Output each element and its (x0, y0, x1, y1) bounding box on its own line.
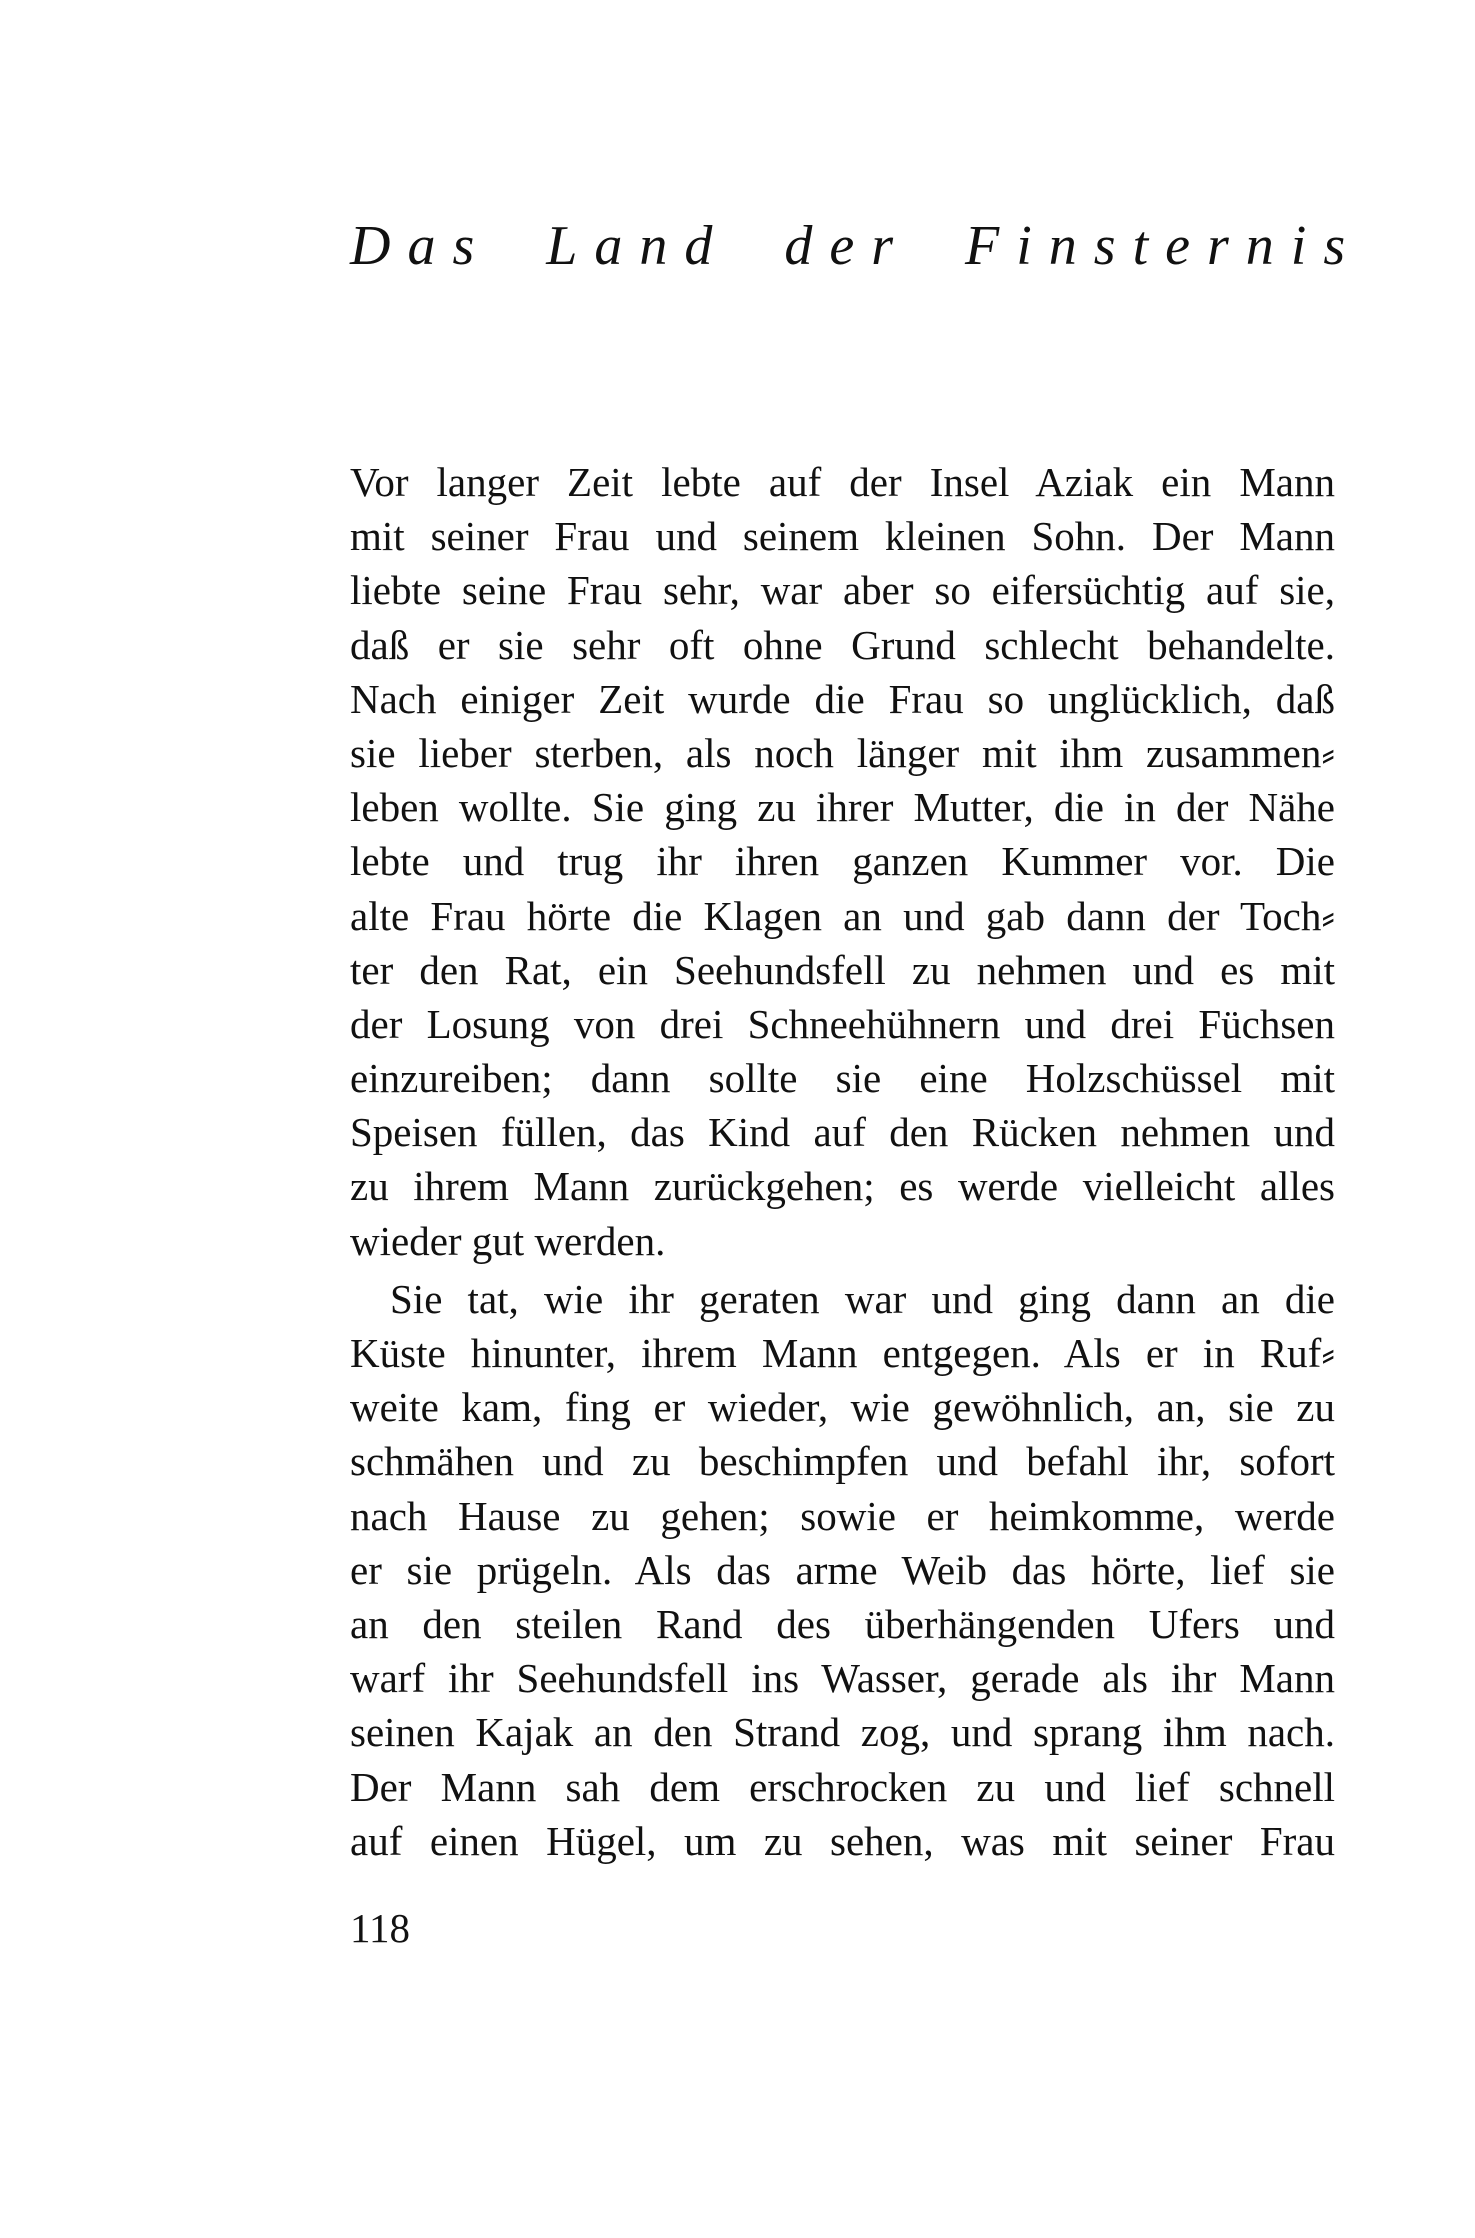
text-line: mit seiner Frau und seinem kleinen Sohn. Der Mann (350, 513, 1335, 560)
text-line: wieder gut werden. (350, 1217, 666, 1264)
text-line: schmähen und zu beschimpfen und befahl ihr, sofort (350, 1438, 1335, 1485)
text-line: nach Hause zu gehen; sowie er heimkomme, werde (350, 1492, 1335, 1539)
text-line: Der Mann sah dem erschrocken zu und lief schnell (350, 1763, 1335, 1810)
text-line: Nach einiger Zeit wurde die Frau so unglücklich, daß (350, 675, 1335, 722)
text-line: Küste hinunter, ihrem Mann entgegen. Als er in Ruf⸗ (350, 1330, 1335, 1376)
text-line: alte Frau hörte die Klagen an und gab dann der Toch⸗ (350, 892, 1335, 939)
text-line: Speisen füllen, das Kind auf den Rücken nehmen und (350, 1109, 1335, 1156)
text-line: er sie prügeln. Als das arme Weib das hörte, lief sie (350, 1546, 1335, 1593)
text-line: seinen Kajak an den Strand zog, und sprang ihm nach. (350, 1709, 1335, 1756)
chapter-title: Das Land der Finsternis (350, 215, 1363, 277)
text-line: einzureiben; dann sollte sie eine Holzschüssel mit (350, 1055, 1335, 1102)
text-line: liebte seine Frau sehr, war aber so eifersüchtig auf sie, (350, 567, 1335, 614)
text-line: Vor langer Zeit lebte auf der Insel Aziak ein Mann (350, 459, 1335, 505)
text-line: daß er sie sehr oft ohne Grund schlecht behandelte. (350, 621, 1335, 668)
text-line: der Losung von drei Schneehühnern und drei Füchsen (350, 1000, 1335, 1047)
text-line: zu ihrem Mann zurückgehen; es werde vielleicht alles (350, 1163, 1335, 1210)
body-text (350, 455, 1335, 1868)
text-line: lebte und trug ihr ihren ganzen Kummer vor. Die (350, 838, 1335, 885)
page-number: 118 (350, 1905, 410, 1951)
text-line: auf einen Hügel, um zu sehen, was mit seiner Frau (350, 1817, 1335, 1864)
text-line: sie lieber sterben, als noch länger mit ihm zusammen⸗ (350, 729, 1335, 776)
text-line: warf ihr Seehundsfell ins Wasser, gerade als ihr Mann (350, 1655, 1335, 1702)
text-line: weite kam, fing er wieder, wie gewöhnlich, an, sie zu (350, 1384, 1335, 1431)
paragraph-1 (350, 455, 1335, 1268)
text-line: ter den Rat, ein Seehundsfell zu nehmen und es mit (350, 946, 1335, 993)
text-line: an den steilen Rand des überhängenden Ufers und (350, 1600, 1335, 1647)
paragraph-2 (350, 1272, 1335, 1868)
text-line: Sie tat, wie ihr geraten war und ging dann an die (390, 1275, 1335, 1322)
text-line: leben wollte. Sie ging zu ihrer Mutter, die in der Nähe (350, 784, 1335, 831)
